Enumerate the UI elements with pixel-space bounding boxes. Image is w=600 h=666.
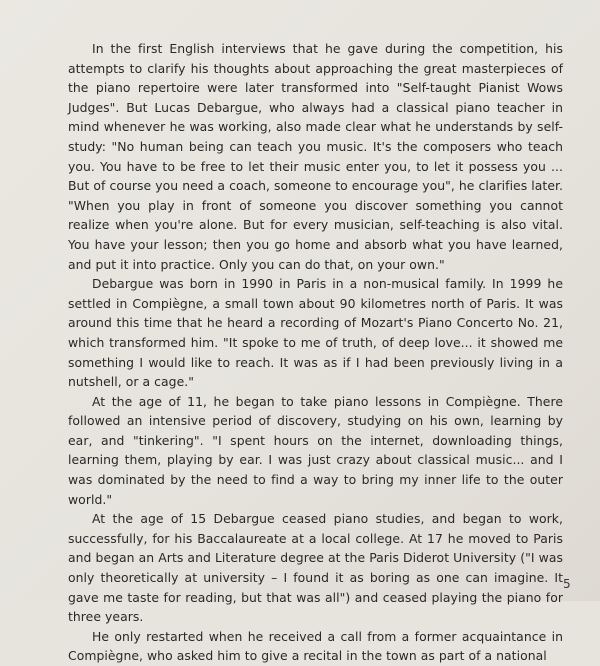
paragraph-interviews: In the first English interviews that he gave during the competition, his attempts to clarify his thoughts about approaching the great masterpieces of the piano repertoire were later transformed into "Self-taught Pianist Wows Judges". But Lucas Debargue, who always had a classical piano teacher in mind whenever he was working, also made clear what he understands by self-study: "No human being can teach you music. It's the composers who teach you. You have to be free to let their music enter you, to let it possess you ... But of course you need a coach, someone to encourage you", he clarifies later. "When you play in front of someone you discover something you cannot realize when you're alone. But for every musician, self-teaching is also vital. You have your lesson; then you go home and absorb what you have learned, and put it into practice. Only you can do that, on your own." <box>68 41 563 272</box>
paragraph-lessons: At the age of 11, he began to take piano lessons in Compiègne. There followed an intensive period of discovery, studying on his own, learning by ear, and "tinkering". "I spent hours on the internet, downloading things, learning them, playing by ear. I was just crazy about classical music... and I was dominated by the need to find a way to bring my inner life to the outer world." <box>68 393 563 507</box>
paragraph-birth: Debargue was born in 1990 in Paris in a non-musical family. In 1999 he settled in Compiègne, a small town about 90 kilometres north of Paris. It was around this time that he heard a recording of Mozart's Piano Concerto No. 21, which transformed him. "It spoke to me of truth, of deep love... it showed me something I would like to reach. It was as if I had been previously living in a nutshell, or a cage." <box>68 276 563 390</box>
paragraph-university: At the age of 15 Debargue ceased piano studies, and began to work, successfully, for his Baccalaureate at a local college. At 17 he moved to Paris and began an Arts and Literature degree at the Paris Diderot University ("I was only theoretically at university – I found it as boring as one can imagine. It gave me taste for reading, but that was all") and ceased playing the piano for three years. <box>68 511 563 625</box>
body-text <box>68 39 563 666</box>
paragraph-restart: He only restarted when he received a call from a former acquaintance in Compiègne, who asked him to give a recital in the town as part of a national <box>68 628 563 664</box>
page-number: 5 <box>563 577 571 591</box>
